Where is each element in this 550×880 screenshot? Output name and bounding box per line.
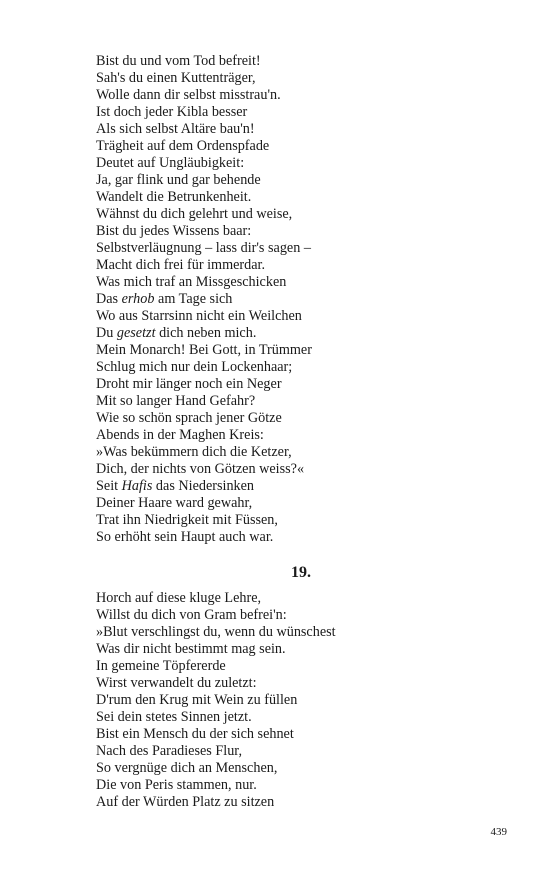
verse-line <box>96 240 312 257</box>
verse-text: dich neben mich. <box>155 325 257 341</box>
verse-line <box>96 675 336 692</box>
verse-line <box>96 274 312 291</box>
section-number: 19. <box>291 564 311 581</box>
verse-line <box>96 692 336 709</box>
verse-text: Was dir nicht bestimmt mag sein. <box>96 641 286 657</box>
verse-text: Auf der Würden Platz zu sitzen <box>96 794 275 810</box>
verse-line <box>96 325 312 342</box>
verse-line <box>96 590 336 607</box>
verse-text: Macht dich frei für immerdar. <box>96 257 266 273</box>
verse-text: Trägheit auf dem Ordenspfade <box>96 138 270 154</box>
verse-text: Bist du und vom Tod befreit! <box>96 53 261 69</box>
verse-text: Wie so schön sprach jener Götze <box>96 410 282 426</box>
verse-text: Ist doch jeder Kibla besser <box>96 104 248 120</box>
verse-line <box>96 172 312 189</box>
verse-line <box>96 53 312 70</box>
verse-text: Sei dein stetes Sinnen jetzt. <box>96 709 252 725</box>
verse-text: Du <box>96 325 117 341</box>
verse-line <box>96 777 336 794</box>
verse-line <box>96 104 312 121</box>
verse-text: Wo aus Starrsinn nicht ein Weilchen <box>96 308 302 324</box>
page-number: 439 <box>490 826 507 838</box>
verse-line <box>96 376 312 393</box>
verse-line <box>96 291 312 308</box>
verse-line <box>96 138 312 155</box>
verse-line <box>96 410 312 427</box>
verse-line <box>96 223 312 240</box>
verse-text: Die von Peris stammen, nur. <box>96 777 257 793</box>
verse-line <box>96 512 312 529</box>
verse-line <box>96 794 336 811</box>
verse-line <box>96 760 336 777</box>
verse-text: D'rum den Krug mit Wein zu füllen <box>96 692 298 708</box>
verse-text: »Was bekümmern dich die Ketzer, <box>96 444 292 460</box>
verse-text: Deiner Haare ward gewahr, <box>96 495 253 511</box>
verse-text: Wähnst du dich gelehrt und weise, <box>96 206 293 222</box>
verse-line <box>96 495 312 512</box>
verse-line <box>96 359 312 376</box>
verse-text: In gemeine Töpfererde <box>96 658 226 674</box>
italic-word: Hafis <box>121 478 153 494</box>
verse-text: Bist ein Mensch du der sich sehnet <box>96 726 294 742</box>
verse-text: Abends in der Maghen Kreis: <box>96 427 264 443</box>
verse-text: Das <box>96 291 122 307</box>
verse-text: Horch auf diese kluge Lehre, <box>96 590 262 606</box>
verse-text: Mit so langer Hand Gefahr? <box>96 393 256 409</box>
verse-line <box>96 342 312 359</box>
verse-text: Bist du jedes Wissens baar: <box>96 223 252 239</box>
verse-line <box>96 393 312 410</box>
verse-text: Nach des Paradieses Flur, <box>96 743 242 759</box>
verse-text: »Blut verschlingst du, wenn du wünschest <box>96 624 336 640</box>
verse-text: Deutet auf Ungläubigkeit: <box>96 155 245 171</box>
verse-line <box>96 461 312 478</box>
verse-line <box>96 529 312 546</box>
verse-line <box>96 155 312 172</box>
verse-line <box>96 189 312 206</box>
verse-line <box>96 121 312 138</box>
verse-line <box>96 624 336 641</box>
verse-text: Willst du dich von Gram befrei'n: <box>96 607 287 623</box>
verse-line <box>96 444 312 461</box>
verse-line <box>96 427 312 444</box>
verse-text: Mein Monarch! Bei Gott, in Trümmer <box>96 342 312 358</box>
verse-line <box>96 70 312 87</box>
verse-line <box>96 206 312 223</box>
verse-line <box>96 478 312 495</box>
verse-line <box>96 726 336 743</box>
poem-stanza-block <box>96 590 336 811</box>
verse-text: Wirst verwandelt du zuletzt: <box>96 675 257 691</box>
verse-line <box>96 743 336 760</box>
verse-text: Seit <box>96 478 122 494</box>
verse-text: das Niedersinken <box>152 478 255 494</box>
verse-text: Trat ihn Niedrigkeit mit Füssen, <box>96 512 278 528</box>
verse-line <box>96 709 336 726</box>
verse-line <box>96 658 336 675</box>
verse-text: Was mich traf an Missgeschicken <box>96 274 287 290</box>
verse-line <box>96 257 312 274</box>
poem-stanza-block <box>96 53 312 546</box>
verse-text: Wolle dann dir selbst misstrau'n. <box>96 87 281 103</box>
verse-text: Sah's du einen Kuttenträger, <box>96 70 256 86</box>
italic-word: erhob <box>121 291 155 307</box>
verse-line <box>96 308 312 325</box>
verse-line <box>96 87 312 104</box>
verse-line <box>96 641 336 658</box>
verse-text: am Tage sich <box>154 291 233 307</box>
italic-word: gesetzt <box>116 325 156 341</box>
verse-text: Droht mir länger noch ein Neger <box>96 376 282 392</box>
verse-line <box>96 607 336 624</box>
verse-text: Ja, gar flink und gar behende <box>96 172 261 188</box>
verse-text: So vergnüge dich an Menschen, <box>96 760 278 776</box>
verse-text: Selbstverläugnung – lass dir's sagen – <box>96 240 311 256</box>
verse-text: So erhöht sein Haupt auch war. <box>96 529 274 545</box>
verse-text: Schlug mich nur dein Lockenhaar; <box>96 359 293 375</box>
verse-text: Als sich selbst Altäre bau'n! <box>96 121 255 137</box>
verse-text: Wandelt die Betrunkenheit. <box>96 189 252 205</box>
verse-text: Dich, der nichts von Götzen weiss?« <box>96 461 305 477</box>
